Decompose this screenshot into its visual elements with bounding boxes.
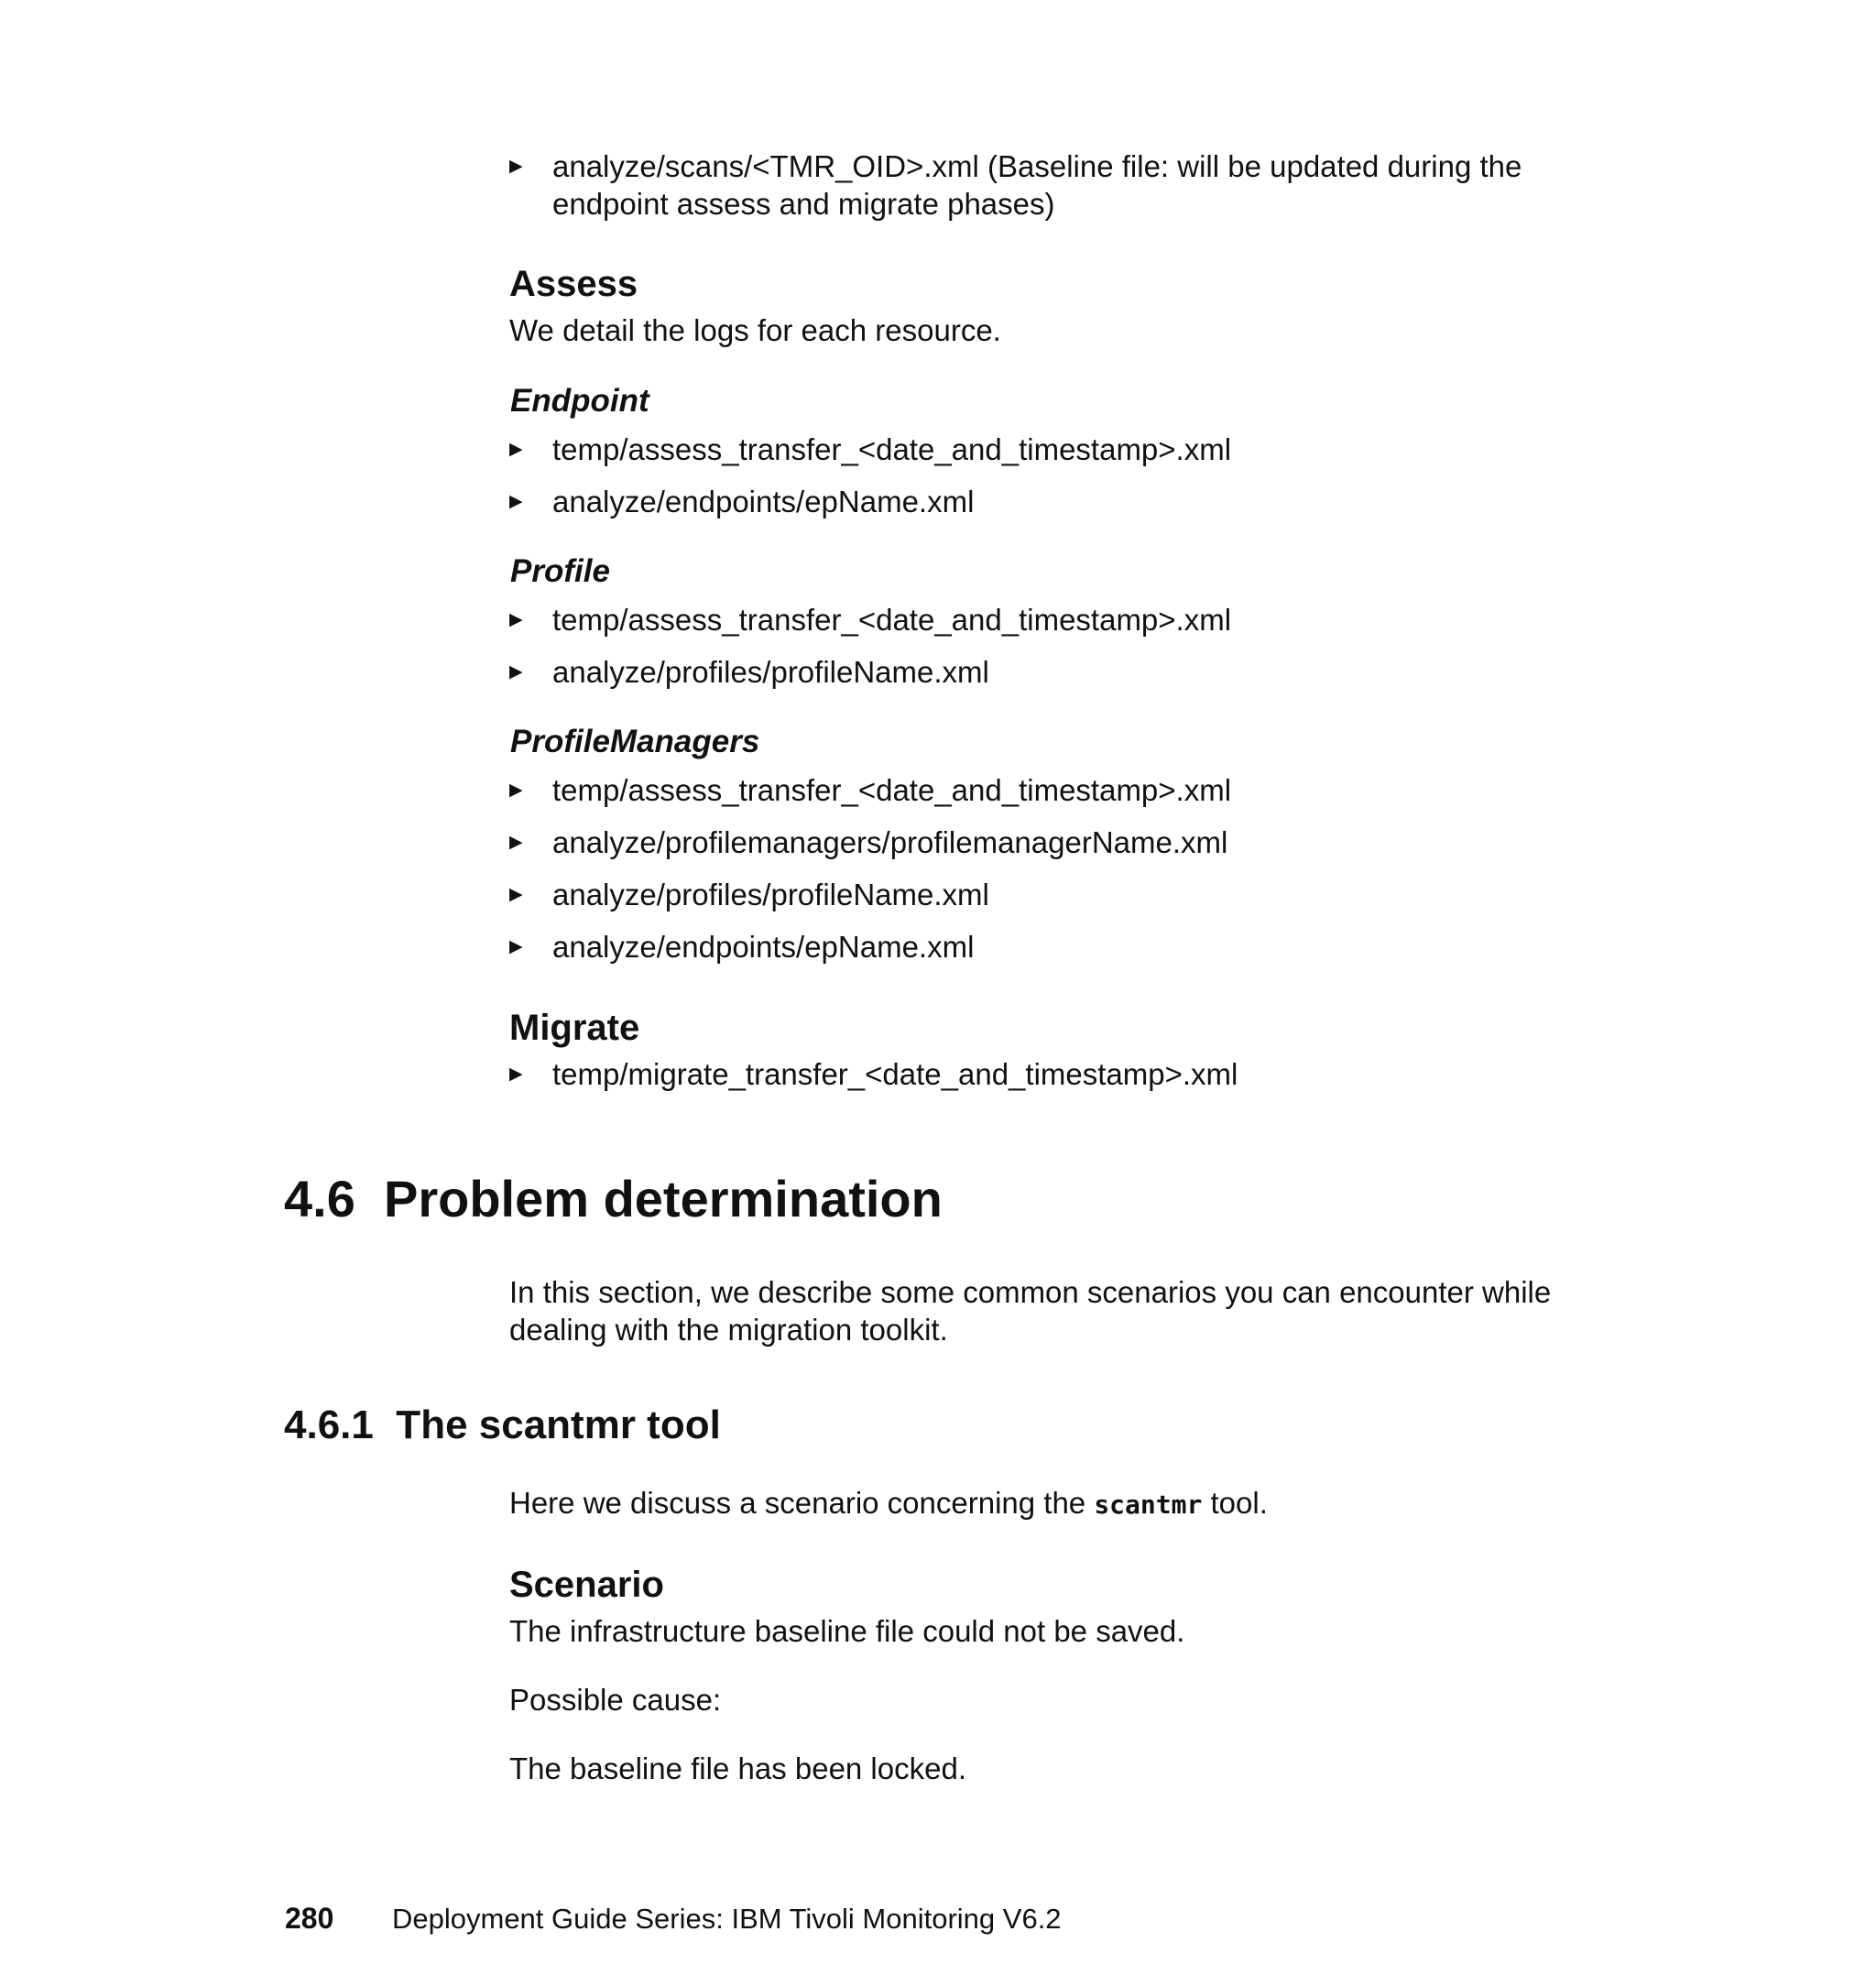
bullet-marker-icon: ▶ [509,610,523,629]
inline-code: scantmr [1094,1490,1203,1520]
paragraph-text: tool. [1202,1486,1268,1520]
paragraph-text: Here we discuss a scenario concerning the [509,1486,1095,1520]
list-item [509,601,1425,638]
list-item [509,653,1425,691]
list-item-text: analyze/endpoints/epName.xml [552,485,975,518]
list-item-text: temp/assess_transfer_<date_and_timestamp>.xml [552,603,1232,637]
bullet-marker-icon: ▶ [509,937,523,956]
list-item-text: analyze/endpoints/epName.xml [552,930,975,964]
section-heading: 4.6 Problem determination [284,1170,943,1228]
bullet-marker-icon: ▶ [509,780,523,800]
possible-cause-text: The baseline file has been locked. [509,1751,966,1785]
subsection-paragraph [509,1484,1268,1523]
list-item-text: analyze/profiles/profileName.xml [552,878,989,911]
list-item-text: temp/migrate_transfer_<date_and_timestamp>.xml [552,1057,1238,1091]
assess-intro: We detail the logs for each resource. [509,313,1001,347]
list-item-text: endpoint assess and migrate phases) [552,187,1055,221]
list-item-text: analyze/profiles/profileName.xml [552,655,989,689]
bullet-marker-icon: ▶ [509,492,523,511]
list-item [509,1055,1425,1093]
footer-title: Deployment Guide Series: IBM Tivoli Monitoring V6.2 [392,1903,1062,1935]
bullet-marker-icon: ▶ [509,662,523,682]
section-paragraph: In this section, we describe some common scenarios you can encounter while [509,1275,1552,1309]
list-item [509,483,1425,520]
list-item-text: temp/assess_transfer_<date_and_timestamp>.xml [552,773,1232,807]
heading-scenario: Scenario [509,1565,664,1605]
list-item-text: analyze/profilemanagers/profilemanagerName.xml [552,825,1228,859]
list-item [509,147,1609,223]
list-item-text: temp/assess_transfer_<date_and_timestamp>.xml [552,432,1232,466]
list-item [509,876,1425,913]
bullet-marker-icon: ▶ [509,440,523,459]
heading-endpoint: Endpoint [510,383,649,419]
bullet-marker-icon: ▶ [509,833,523,852]
list-item [509,431,1425,468]
subsection-heading: 4.6.1 The scantmr tool [284,1402,721,1447]
possible-cause-label: Possible cause: [509,1683,722,1717]
list-item-text: analyze/scans/<TMR_OID>.xml (Baseline file: will be updated during the [552,149,1522,183]
bullet-marker-icon: ▶ [509,885,523,904]
list-item [509,771,1425,809]
heading-migrate: Migrate [509,1008,640,1048]
bullet-marker-icon: ▶ [509,1064,523,1084]
section-paragraph: dealing with the migration toolkit. [509,1313,948,1347]
bullet-marker-icon: ▶ [509,157,523,176]
scenario-text: The infrastructure baseline file could not be saved. [509,1614,1185,1648]
heading-assess: Assess [509,264,638,304]
heading-profile-managers: ProfileManagers [510,724,760,759]
list-item [509,928,1425,966]
page-number: 280 [285,1902,334,1935]
heading-profile: Profile [510,553,610,589]
list-item [509,824,1425,861]
